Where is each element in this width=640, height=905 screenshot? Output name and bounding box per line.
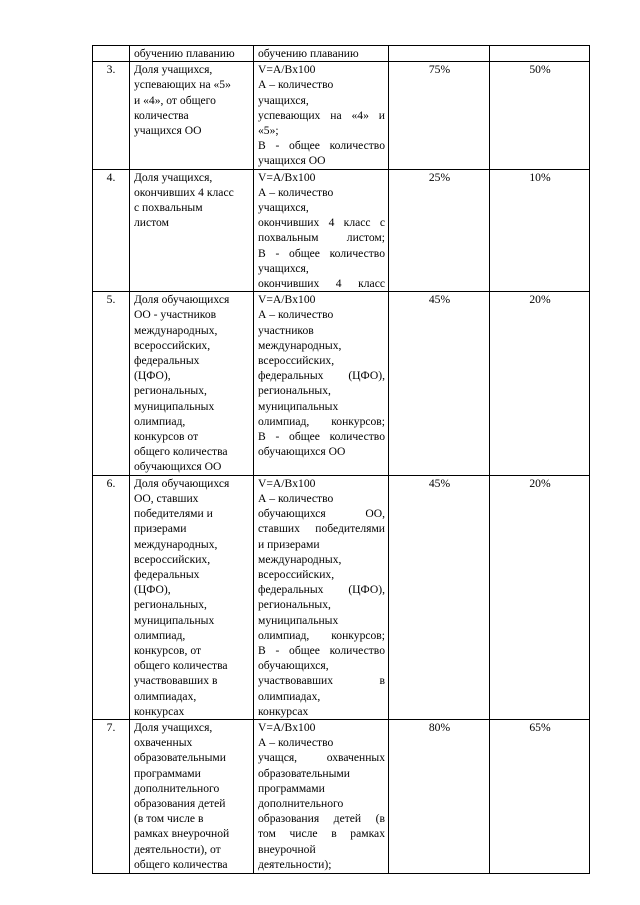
number-cell [93,46,130,62]
indicator-line: общего количества [134,857,228,871]
indicator-line: общего количества [134,445,228,459]
formula-line: федеральных (ЦФО), [258,583,385,597]
formula-line: всероссийских, [258,567,335,581]
formula-line: региональных, [258,384,331,398]
indicator-line: с похвальным [134,201,203,215]
indicator-line: общего количества [134,659,228,673]
formula-line: олимпиад, конкурсов; [258,414,385,428]
value-a-cell: 45% [389,475,490,719]
value-a-cell [389,46,490,62]
indicator-line: ОО - участников [134,308,217,322]
formula-line: В - общее количество [258,139,385,153]
table-row [93,292,590,475]
row-number: 4. [93,169,130,292]
formula-line: образовательными [258,766,350,780]
indicator-line: количества [134,108,189,122]
formula-line: участвовавших в [258,674,385,688]
table-row [93,169,590,292]
formula-line: А – количество [258,491,334,505]
formula-line: участников [258,323,314,337]
indicator-line: обучению плаванию [134,47,235,60]
formula-line: V=A/Bx100 [258,293,316,307]
indicator-line: международных, [134,537,218,551]
indicator-line: победителями и [134,507,213,521]
formula-line: В - общее количество [258,643,385,657]
formula-cell [254,169,389,292]
formula-cell [254,719,389,873]
formula-line: федеральных (ЦФО), [258,369,385,383]
indicator-line: рамках внеурочной [134,827,230,841]
indicator-line: Доля обучающихся [134,293,230,307]
formula-line: международных, [258,552,342,566]
indicator-line: учащихся ОО [134,124,202,138]
formula-line: окончивших 4 класс [258,277,385,291]
formula-line: А – количество [258,736,334,750]
value-b-cell: 50% [490,62,590,169]
value-b-cell [490,46,590,62]
table-row [93,62,590,169]
formula-line: муниципальных [258,613,339,627]
indicator-cell [130,46,254,62]
indicator-line: региональных, [134,384,207,398]
formula-line: учащихся ОО [258,154,326,168]
formula-line: А – количество [258,308,334,322]
indicator-line: (в том числе в [134,812,204,826]
formula-line: деятельности); [258,857,332,871]
formula-line: учащихся, [258,261,309,275]
indicator-line: образования детей [134,796,226,810]
table-row [93,475,590,719]
indicator-line: успевающих на «5» [134,78,231,92]
formula-line: V=A/Bx100 [258,170,316,184]
indicator-cell [130,169,254,292]
formula-line: том числе в рамках [258,827,385,841]
indicator-line: Доля обучающихся [134,476,230,490]
formula-line: олимпиад, конкурсов; [258,628,385,642]
indicator-line: конкурсах [134,704,185,718]
formula-line: обучению плаванию [258,47,359,60]
indicator-line: деятельности), от [134,842,221,856]
formula-line: олимпиадах, [258,689,321,703]
formula-line: обучающихся ОО [258,445,346,459]
formula-line: V=A/Bx100 [258,63,316,77]
value-a-cell: 45% [389,292,490,475]
value-b-cell: 20% [490,292,590,475]
formula-line: А – количество [258,78,334,92]
row-number: 6. [93,475,130,719]
indicator-line: международных, [134,323,218,337]
indicator-line: конкурсов, от [134,643,202,657]
formula-line: всероссийских, [258,354,335,368]
value-a-cell: 80% [389,719,490,873]
formula-line: и призерами [258,537,320,551]
indicator-line: программами [134,766,201,780]
indicator-line: всероссийских, [134,552,211,566]
indicator-line: дополнительного [134,781,220,795]
indicator-line: образовательными [134,751,226,765]
indicator-line: (ЦФО), [134,583,171,597]
indicator-line: ОО, ставших [134,491,199,505]
value-a-cell: 75% [389,62,490,169]
formula-line: V=A/Bx100 [258,720,316,734]
formula-line: учащихся, [258,201,309,215]
indicator-line: охваченных [134,736,193,750]
indicator-line: региональных, [134,598,207,612]
formula-line: образования детей (в [258,812,385,826]
indicator-line: Доля учащихся, [134,170,213,184]
indicator-line: муниципальных [134,399,215,413]
row-number: 7. [93,719,130,873]
indicator-cell [130,62,254,169]
formula-line: международных, [258,338,342,352]
indicator-line: листом [134,216,169,230]
indicator-line: Доля учащихся, [134,63,213,77]
formula-line: учащихся, [258,93,309,107]
indicator-cell [130,292,254,475]
indicator-line: и «4», от общего [134,93,216,107]
formula-line: дополнительного [258,796,344,810]
indicator-line: федеральных [134,354,200,368]
formula-line: программами [258,781,325,795]
formula-line: В - общее количество [258,246,385,260]
indicators-table [92,45,590,874]
formula-cell [254,46,389,62]
indicator-line: конкурсов от [134,430,199,444]
formula-line: муниципальных [258,399,339,413]
indicator-line: окончивших 4 класс [134,185,234,199]
indicator-cell [130,475,254,719]
formula-line: учащся, охваченных [258,751,385,765]
indicator-line: призерами [134,522,187,536]
table-row [93,719,590,873]
formula-cell [254,292,389,475]
indicator-line: олимпиадах, [134,689,197,703]
indicator-line: Доля учащихся, [134,720,213,734]
formula-line: «5»; [258,124,279,138]
indicator-line: муниципальных [134,613,215,627]
formula-line: А – количество [258,185,334,199]
indicator-cell [130,719,254,873]
table-row-continuation [93,46,590,62]
indicator-line: (ЦФО), [134,369,171,383]
row-number: 5. [93,292,130,475]
formula-line: окончивших 4 класс с [258,216,385,230]
indicator-line: всероссийских, [134,338,211,352]
indicator-line: федеральных [134,567,200,581]
indicator-line: обучающихся ОО [134,460,222,474]
formula-line: внеурочной [258,842,316,856]
formula-line: региональных, [258,598,331,612]
value-b-cell: 65% [490,719,590,873]
formula-line: В - общее количество [258,430,385,444]
formula-cell [254,62,389,169]
formula-line: V=A/Bx100 [258,476,316,490]
indicator-line: олимпиад, [134,414,186,428]
value-b-cell: 20% [490,475,590,719]
formula-line: конкурсах [258,704,309,718]
formula-line: обучающихся ОО, [258,507,385,521]
indicator-line: олимпиад, [134,628,186,642]
formula-line: ставших победителями [258,522,385,536]
indicator-line: участвовавших в [134,674,218,688]
formula-cell [254,475,389,719]
row-number: 3. [93,62,130,169]
formula-line: обучающихся, [258,659,329,673]
value-b-cell: 10% [490,169,590,292]
formula-line: успевающих на «4» и [258,108,385,122]
formula-line: похвальным листом; [258,231,385,245]
value-a-cell: 25% [389,169,490,292]
